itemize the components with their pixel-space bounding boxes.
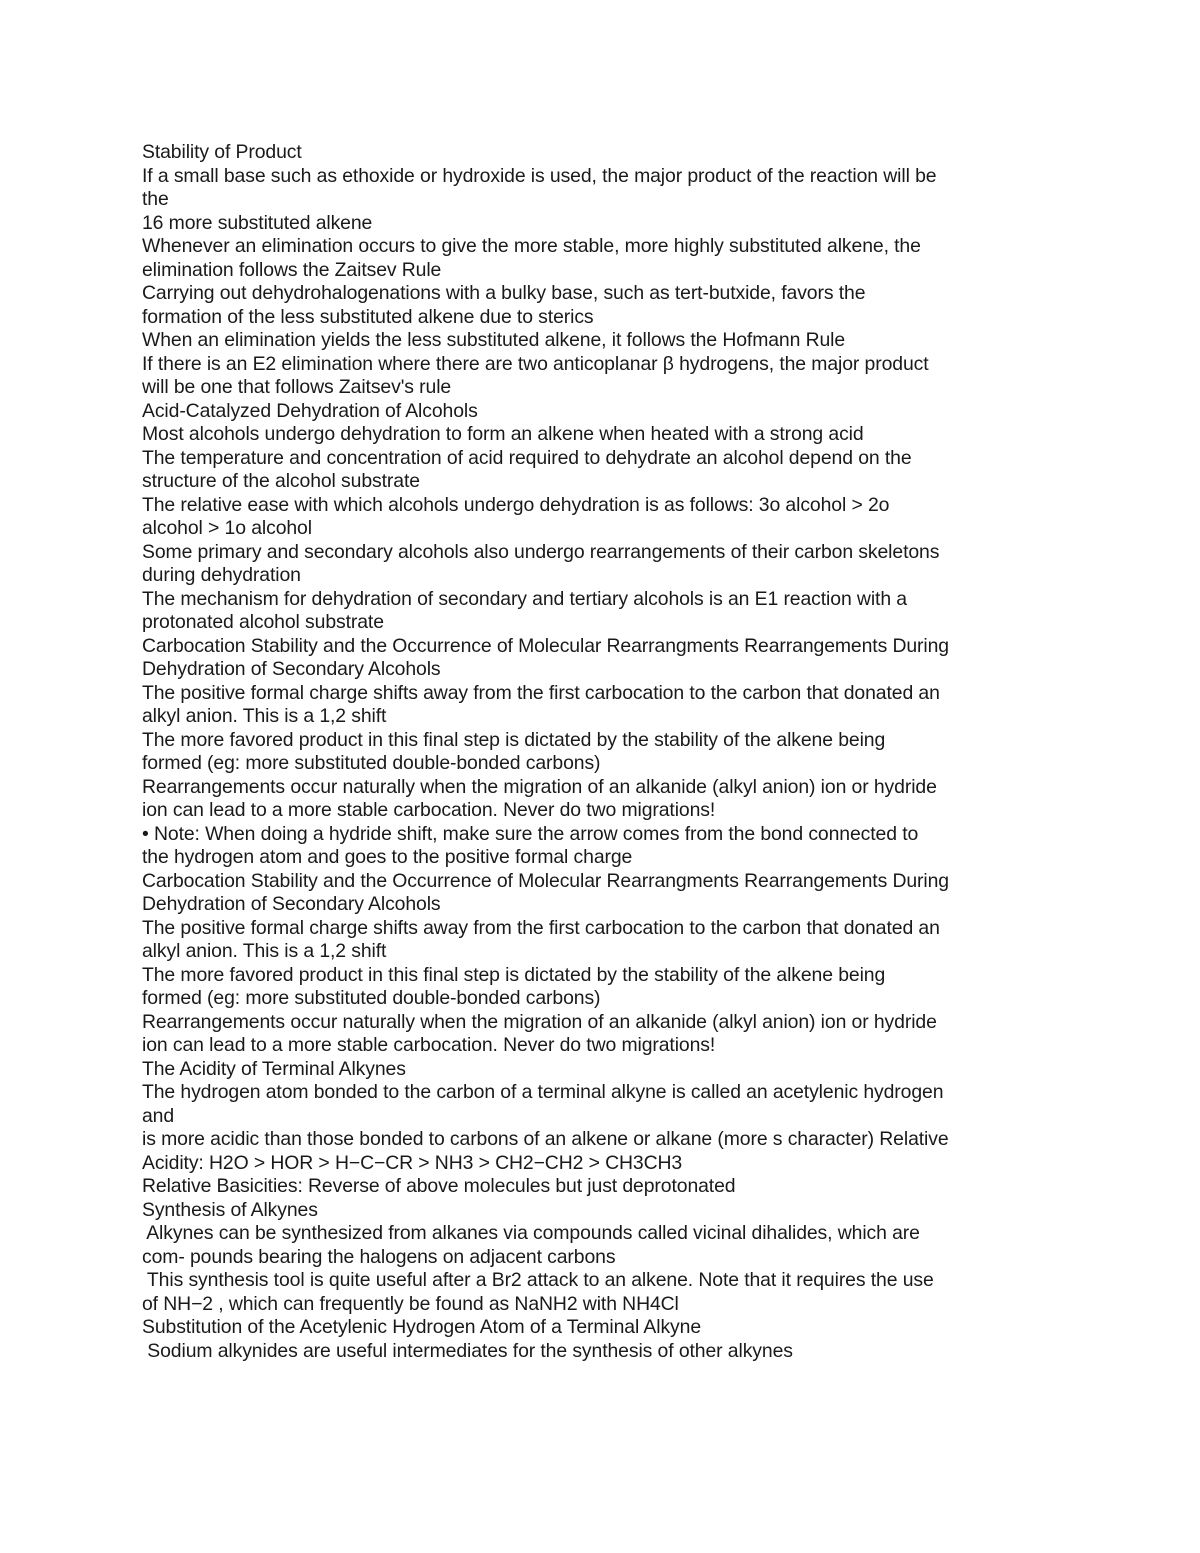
- text-line: If there is an E2 elimination where there are two anticoplanar β hydrogens, the major product: [142, 352, 929, 375]
- text-line: 16 more substituted alkene: [142, 211, 373, 234]
- text-line: Alkynes can be synthesized from alkanes via compounds called vicinal dihalides, which are: [142, 1222, 920, 1244]
- text-line: formation of the less substituted alkene due to sterics: [142, 305, 594, 328]
- text-line: The more favored product in this final step is dictated by the stability of the alkene being: [142, 728, 886, 751]
- text-line: Acid-Catalyzed Dehydration of Alcohols: [142, 399, 478, 422]
- text-line: Dehydration of Secondary Alcohols: [142, 893, 441, 915]
- text-line: during dehydration: [142, 564, 301, 586]
- text-line: Rearrangements occur naturally when the migration of an alkanide (alkyl anion) ion or hydride: [142, 1010, 937, 1033]
- text-line: formed (eg: more substituted double-bonded carbons): [142, 752, 601, 774]
- text-line: the hydrogen atom and goes to the positive formal charge: [142, 846, 633, 868]
- text-line: ion can lead to a more stable carbocation. Never do two migrations!: [142, 799, 716, 821]
- text-line: Rearrangements occur naturally when the migration of an alkanide (alkyl anion) ion or hydride: [142, 775, 937, 798]
- text-line: elimination follows the Zaitsev Rule: [142, 258, 442, 281]
- text-line: ion can lead to a more stable carbocation. Never do two migrations!: [142, 1034, 716, 1056]
- text-line: Acidity: H2O > HOR > H−C−CR > NH3 > CH2−CH2 > CH3CH3: [142, 1151, 683, 1174]
- text-line: The hydrogen atom bonded to the carbon of a terminal alkyne is called an acetylenic hydrogen: [142, 1081, 944, 1103]
- text-line: and: [142, 1104, 175, 1127]
- text-line: structure of the alcohol substrate: [142, 470, 420, 492]
- text-line: Whenever an elimination occurs to give the more stable, more highly substituted alkene, the: [142, 235, 921, 257]
- text-line: alcohol > 1o alcohol: [142, 517, 312, 539]
- text-line: This synthesis tool is quite useful after a Br2 attack to an alkene. Note that it requires the use: [142, 1269, 934, 1291]
- text-line: Substitution of the Acetylenic Hydrogen Atom of a Terminal Alkyne: [142, 1316, 702, 1338]
- text-line: alkyl anion. This is a 1,2 shift: [142, 940, 387, 962]
- text-line: The temperature and concentration of acid required to dehydrate an alcohol depend on the: [142, 446, 912, 469]
- text-line: The positive formal charge shifts away from the first carbocation to the carbon that donated an: [142, 681, 940, 704]
- text-line: Some primary and secondary alcohols also undergo rearrangements of their carbon skeletons: [142, 540, 940, 563]
- text-line: The relative ease with which alcohols undergo dehydration is as follows: 3o alcohol > 2o: [142, 493, 890, 516]
- text-line: Sodium alkynides are useful intermediates for the synthesis of other alkynes: [142, 1339, 793, 1362]
- text-line: The more favored product in this final step is dictated by the stability of the alkene being: [142, 963, 886, 986]
- text-line: Carbocation Stability and the Occurrence of Molecular Rearrangments Rearrangements During: [142, 634, 949, 657]
- text-line: Synthesis of Alkynes: [142, 1198, 318, 1221]
- text-line: Relative Basicities: Reverse of above molecules but just deprotonated: [142, 1175, 736, 1197]
- text-line: If a small base such as ethoxide or hydroxide is used, the major product of the reaction will be: [142, 164, 937, 187]
- text-line: protonated alcohol substrate: [142, 611, 384, 633]
- text-line: • Note: When doing a hydride shift, make sure the arrow comes from the bond connected to: [142, 822, 919, 845]
- text-line: of NH−2 , which can frequently be found as NaNH2 with NH4Cl: [142, 1292, 679, 1315]
- text-line: the: [142, 188, 169, 210]
- text-line: Most alcohols undergo dehydration to form an alkene when heated with a strong acid: [142, 423, 864, 445]
- text-line: The positive formal charge shifts away from the first carbocation to the carbon that donated an: [142, 916, 940, 939]
- text-line: is more acidic than those bonded to carbons of an alkene or alkane (more s character) Relative: [142, 1128, 949, 1150]
- text-line: formed (eg: more substituted double-bonded carbons): [142, 987, 601, 1009]
- text-line: Carbocation Stability and the Occurrence of Molecular Rearrangments Rearrangements During: [142, 869, 949, 892]
- text-line: The mechanism for dehydration of secondary and tertiary alcohols is an E1 reaction with a: [142, 587, 907, 610]
- text-line: alkyl anion. This is a 1,2 shift: [142, 705, 387, 727]
- text-line: Stability of Product: [142, 141, 302, 163]
- text-line: The Acidity of Terminal Alkynes: [142, 1057, 406, 1080]
- text-line: Dehydration of Secondary Alcohols: [142, 658, 441, 680]
- text-line: com- pounds bearing the halogens on adjacent carbons: [142, 1245, 616, 1268]
- text-line: Carrying out dehydrohalogenations with a bulky base, such as tert-butxide, favors the: [142, 282, 866, 304]
- text-line: will be one that follows Zaitsev's rule: [142, 376, 452, 398]
- document-body: [142, 141, 1062, 1363]
- text-line: When an elimination yields the less substituted alkene, it follows the Hofmann Rule: [142, 329, 846, 351]
